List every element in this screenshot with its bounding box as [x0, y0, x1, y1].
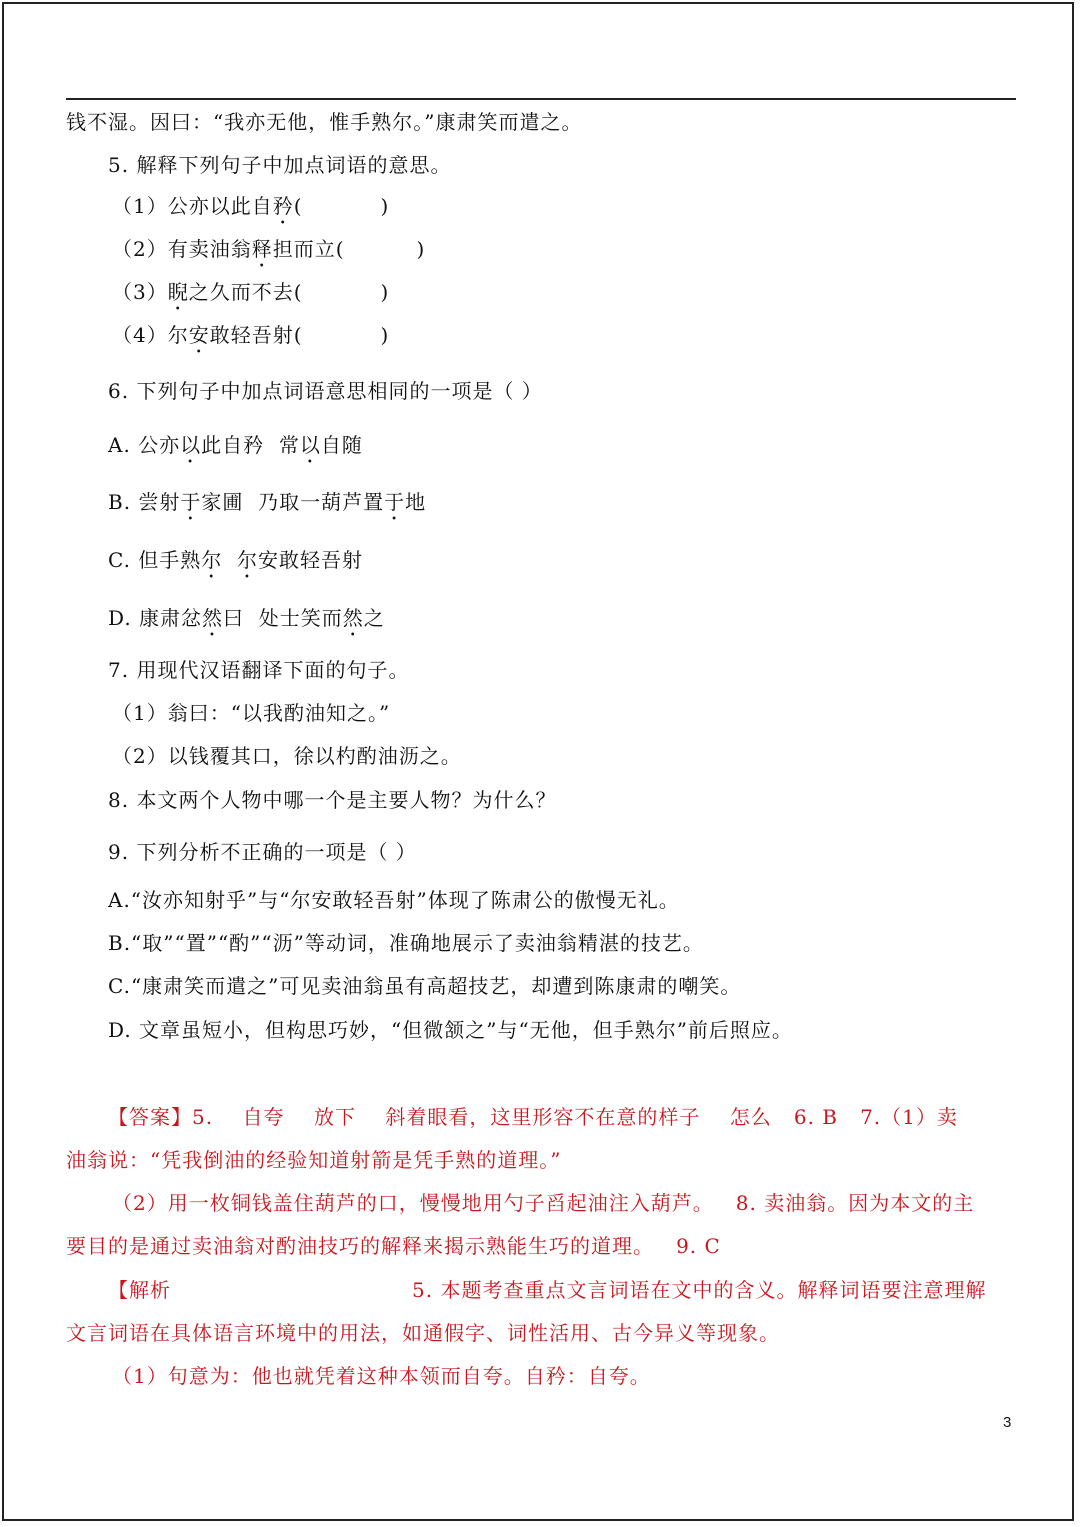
answer-line-3: （2）用一枚铜钱盖住葫芦的口，慢慢地用勺子舀起油注入葫芦。 8. 卖油翁。因为本文的主: [112, 1191, 975, 1215]
q7-item-2: （2）以钱覆其口，徐以杓酌油沥之。: [112, 744, 462, 768]
analysis-line-2: 文言词语在具体语言环境中的用法，如通假字、词性活用、古今异义等现象。: [66, 1321, 780, 1345]
analysis-line-3: （1）句意为：他也就凭着这种本领而自夸。自矜：自夸。: [112, 1364, 651, 1388]
answer-line-4: 要目的是通过卖油翁对酌油技巧的解释来揭示熟能生巧的道理。 9. C: [66, 1234, 721, 1258]
analysis-line-1: 5. 本题考查重点文言词语在文中的含义。解释词语要注意理解: [412, 1278, 987, 1302]
q8-title: 8. 本文两个人物中哪一个是主要人物？为什么？: [108, 788, 557, 812]
answer-line-1: 【答案】5. 自夸 放下 斜着眼看，这里形容不在意的样子 怎么 6. B 7.（1）卖: [108, 1105, 958, 1129]
q5-item-3: （3）睨之久而不去( ): [112, 280, 390, 304]
q9-option-b: B.“取”“置”“酌”“沥”等动词，准确地展示了卖油翁精湛的技艺。: [108, 931, 704, 955]
q9-title: 9. 下列分析不正确的一项是（ ）: [108, 840, 417, 864]
q7-title: 7. 用现代汉语翻译下面的句子。: [108, 658, 410, 682]
answer-line-2: 油翁说：“凭我倒油的经验知道射箭是凭手熟的道理。”: [66, 1148, 562, 1172]
q9-option-d: D. 文章虽短小，但构思巧妙，“但微颔之”与“无他，但手熟尔”前后照应。: [108, 1018, 793, 1042]
q6-option-d: D. 康肃忿然曰 处士笑而然之: [108, 606, 385, 630]
q6-option-c: C. 但手熟尔 尔安敢轻吾射: [108, 548, 364, 572]
q6-option-a: A. 公亦以此自矜 常以自随: [108, 433, 363, 457]
q5-item-4: （4）尔安敢轻吾射( ): [112, 323, 390, 347]
passage-tail: 钱不湿。因曰：“我亦无他，惟手熟尔。”康肃笑而遣之。: [66, 110, 583, 134]
analysis-label: 【解析: [108, 1278, 171, 1302]
header-rule: [66, 98, 1016, 100]
q6-title: 6. 下列句子中加点词语意思相同的一项是（ ）: [108, 379, 543, 403]
q5-title: 5. 解释下列句子中加点词语的意思。: [108, 153, 452, 177]
page-number: 3: [1003, 1414, 1012, 1431]
q6-option-b: B. 尝射于家圃 乃取一葫芦置于地: [108, 490, 427, 514]
q9-option-c: C.“康肃笑而遣之”可见卖油翁虽有高超技艺，却遭到陈康肃的嘲笑。: [108, 974, 742, 998]
q5-item-2: （2）有卖油翁释担而立( ): [112, 237, 426, 261]
q7-item-1: （1）翁曰：“以我酌油知之。”: [112, 701, 391, 725]
q5-item-1: （1）公亦以此自矜( ): [112, 194, 390, 218]
q9-option-a: A.“汝亦知射乎”与“尔安敢轻吾射”体现了陈肃公的傲慢无礼。: [108, 888, 680, 912]
